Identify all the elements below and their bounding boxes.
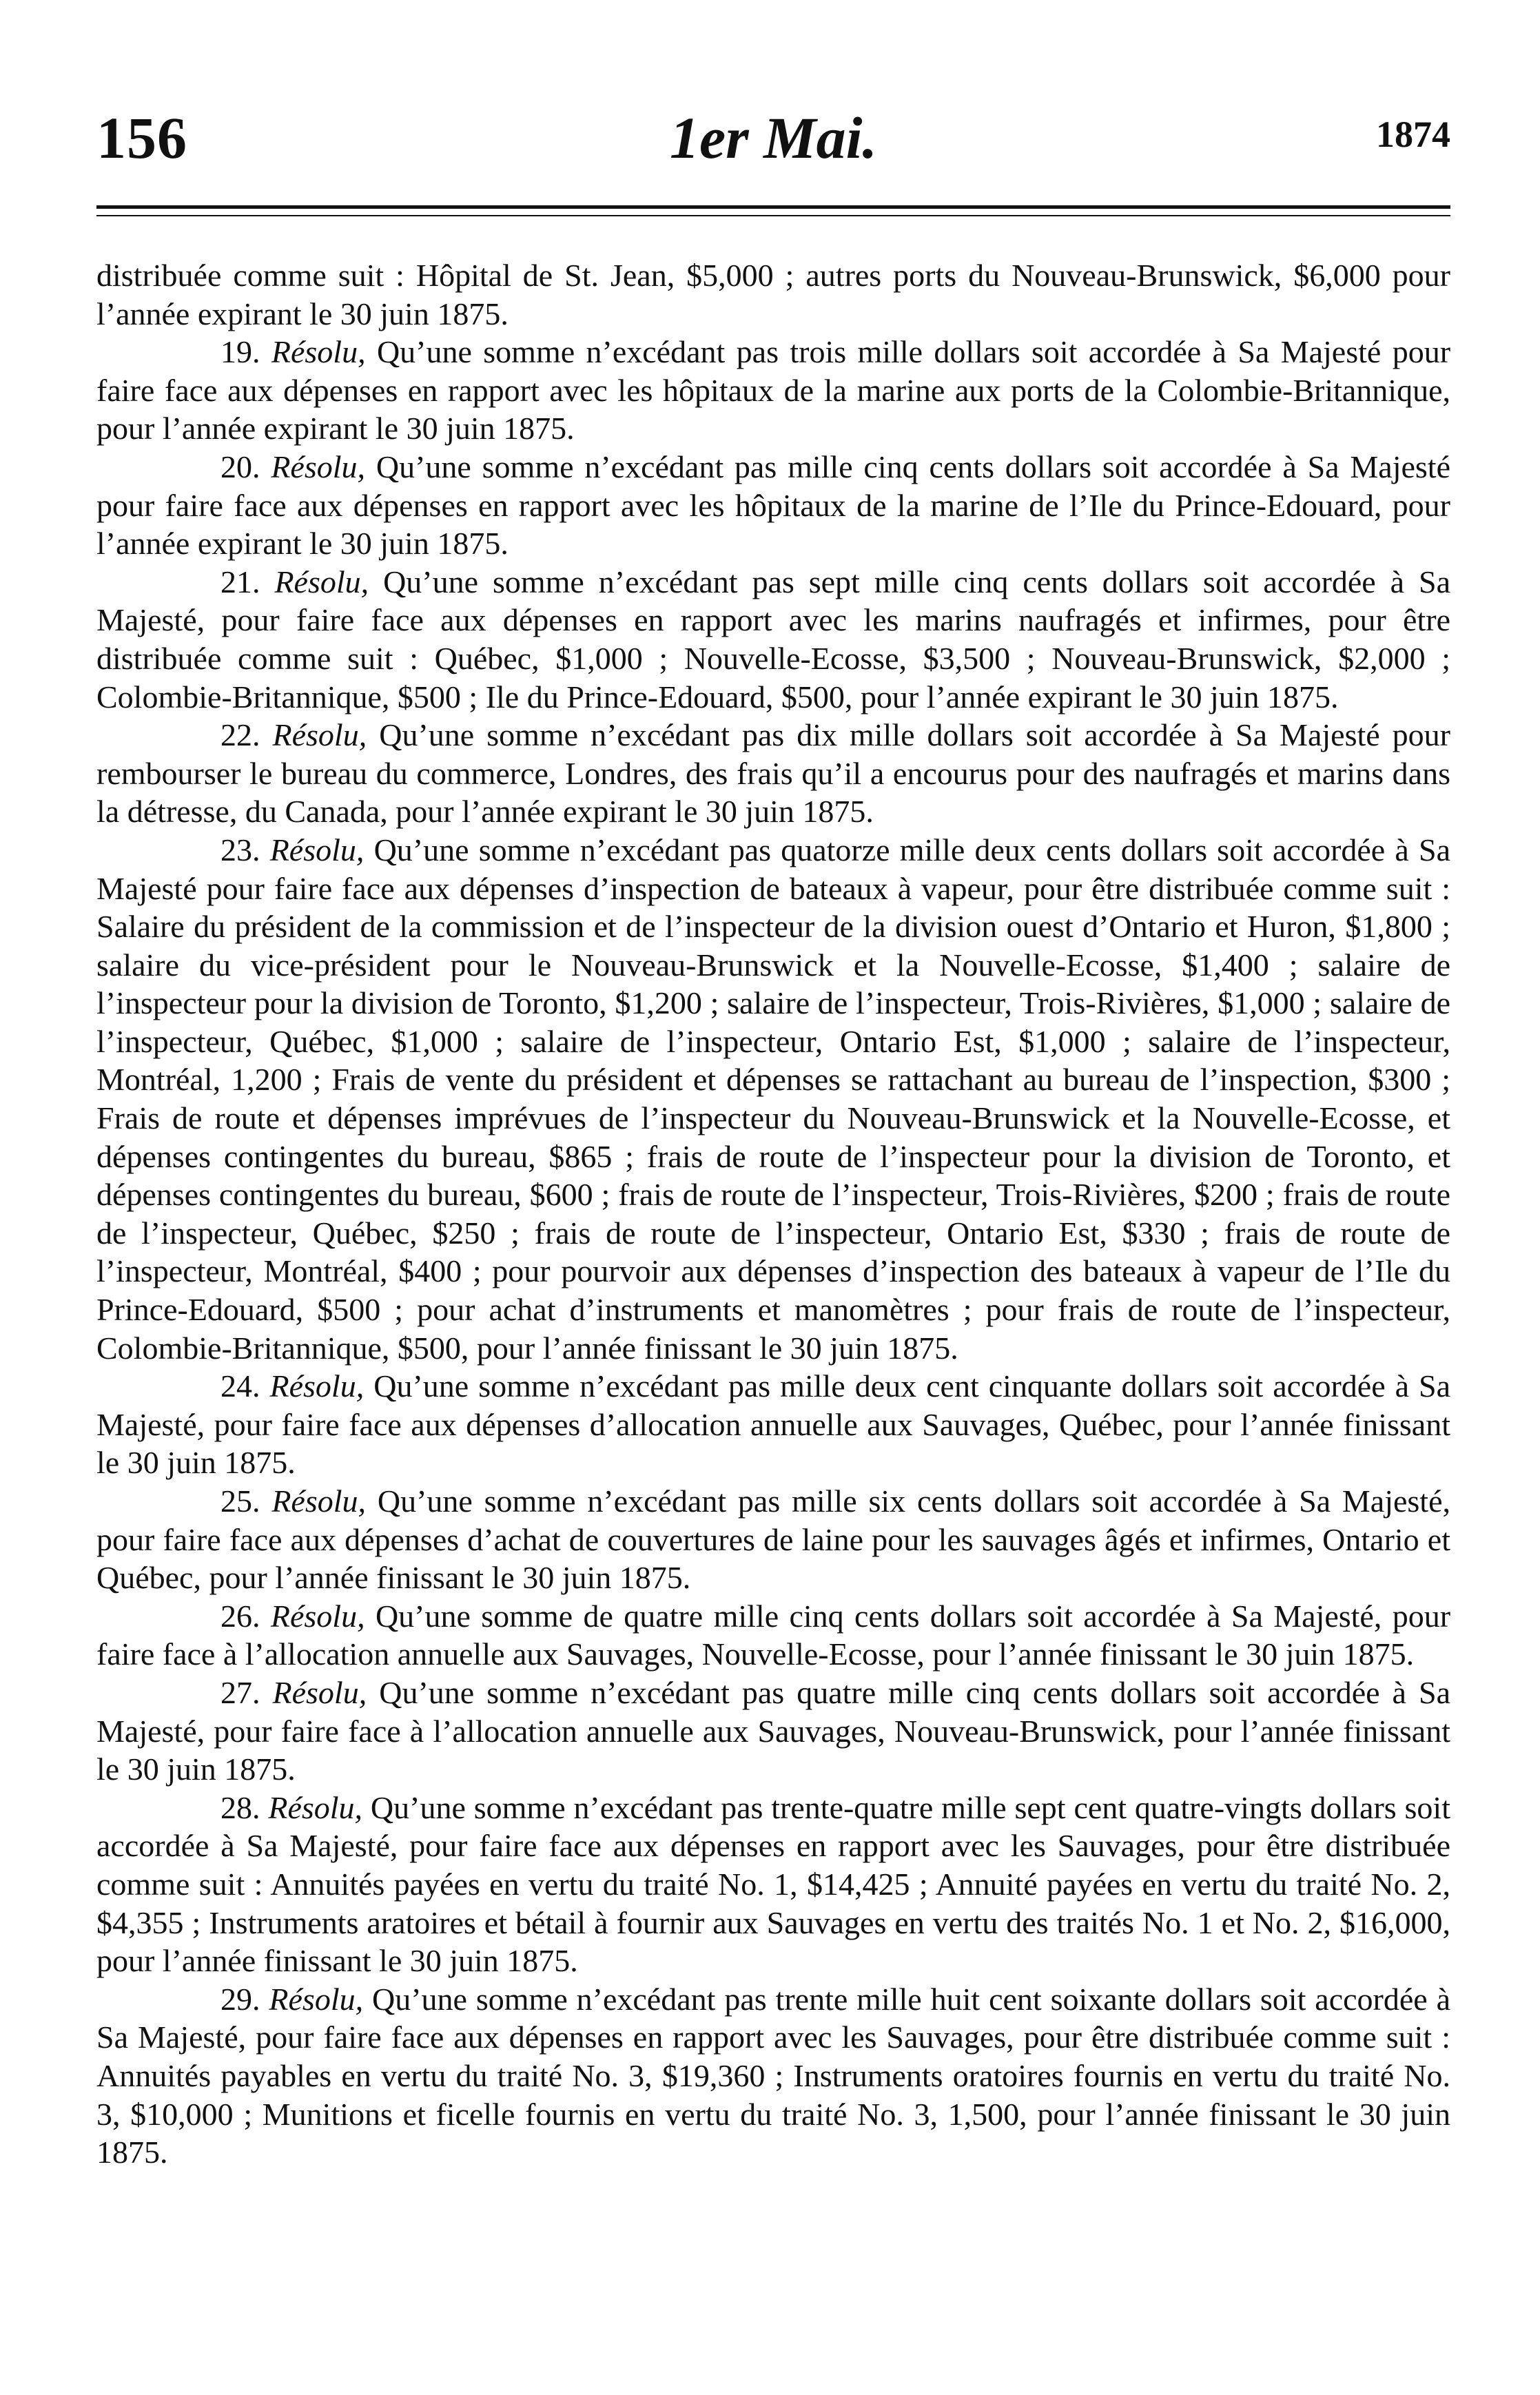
paragraph-text: Qu’une somme n’excédant pas trente mille huit cent soixante dollars soit accordée à Sa Majesté, pour faire face aux dépenses en rapport avec les Sauvages, pour être distribuée comme suit : Annuités payables en vertu du traité No. 3, $19,360 ; Instruments oratoires fournis en vertu du traité No. 3, $10,000 ; Munitions et ficelle fournis en vertu du traité No. 3, 1,500, pour l’année finissant le 30 juin 1875. [96, 1981, 1450, 2170]
resolution-keyword: Résolu, [274, 564, 369, 599]
resolution-keyword: Résolu, [269, 832, 365, 867]
header-year: 1874 [1376, 114, 1450, 155]
resolution-number: 20. [220, 449, 260, 484]
resolution-paragraph [96, 1674, 1450, 1789]
resolution-number: 25. [220, 1483, 260, 1519]
resolution-keyword: Résolu, [268, 1789, 363, 1825]
resolution-paragraph [96, 1789, 1450, 1980]
resolution-paragraph [96, 1597, 1450, 1674]
resolution-number: 19. [220, 334, 260, 370]
paragraph-text: Qu’une somme n’excédant pas mille deux cent cinquante dollars soit accordée à Sa Majesté, pour faire face aux dépenses d’allocation annuelle aux Sauvages, Québec, pour l’année finissant le 30 juin 1875. [96, 1368, 1451, 1481]
resolution-paragraph [96, 831, 1450, 1367]
paragraph-text: Qu’une somme n’excédant pas dix mille dollars soit accordée à Sa Majesté pour rembourser le bureau du commerce, Londres, des frais qu’il a encourus pour des naufragés et marins dans la détresse, du Canada, pour l’année expirant le 30 juin 1875. [96, 717, 1451, 830]
page-number: 156 [96, 105, 187, 171]
resolution-number: 27. [220, 1674, 260, 1710]
resolution-number: 29. [220, 1981, 260, 2017]
paragraph-text: Qu’une somme de quatre mille cinq cents dollars soit accordée à Sa Majesté, pour faire face à l’allocation annuelle aux Sauvages, Nouvelle-Ecosse, pour l’année finissant le 30 juin 1875. [96, 1598, 1451, 1672]
running-title: 1er Mai. [670, 105, 877, 171]
document-body [96, 256, 1450, 2172]
resolution-paragraph [96, 563, 1450, 716]
resolution-paragraph [96, 333, 1450, 448]
paragraph-text: Qu’une somme n’excédant pas sept mille cinq cents dollars soit accordée à Sa Majesté, pour faire face aux dépenses en rapport avec les marins naufragés et infirmes, pour être distribuée comme suit : Québec, $1,000 ; Nouvelle-Ecosse, $3,500 ; Nouveau-Brunswick, $2,000 ; Colombie-Britannique, $500 ; Ile du Prince-Edouard, $500, pour l’année expirant le 30 juin 1875. [96, 564, 1451, 715]
resolution-number: 21. [220, 564, 260, 599]
resolution-keyword: Résolu, [271, 1483, 367, 1519]
resolution-paragraph [96, 1980, 1450, 2172]
paragraph-text: Qu’une somme n’excédant pas quatre mille cinq cents dollars soit accordée à Sa Majesté, pour faire face à l’allocation annuelle aux Sauvages, Nouveau-Brunswick, pour l’année finissant le 30 juin 1875. [96, 1674, 1450, 1787]
header-rule-thin [96, 215, 1450, 216]
resolution-keyword: Résolu, [271, 334, 366, 370]
paragraph-continued [96, 256, 1450, 333]
paragraph-text: Qu’une somme n’excédant pas quatorze mille deux cents dollars soit accordée à Sa Majesté pour faire face aux dépenses d’inspection de bateaux à vapeur, pour être distribuée comme suit : Salaire du président de la commission et de l’inspecteur de la division ouest d’Ontario et Huron, $1,800 ; salaire du vice-président pour le Nouveau-Brunswick et la Nouvelle-Ecosse, $1,400 ; salaire de l’inspecteur pour la division de Toronto, $1,200 ; salaire de l’inspecteur, Trois-Rivières, $1,000 ; salaire de l’inspecteur, Québec, $1,000 ; salaire de l’inspecteur, Ontario Est, $1,000 ; salaire de l’inspecteur, Montréal, 1,200 ; Frais de vente du président et dépenses se rattachant au bureau de l’inspection, $300 ; Frais de route et dépenses imprévues de l’inspecteur du Nouveau-Brunswick et la Nouvelle-Ecosse, et dépenses contingentes du bureau, $865 ; frais de route de l’inspecteur pour la division de Toronto, et dépenses contingentes du bureau, $600 ; frais de route de l’inspecteur, Trois-Rivières, $200 ; frais de route de l’inspecteur, Québec, $250 ; frais de route de l’inspecteur, Ontario Est, $330 ; frais de route de l’inspecteur, Montréal, $400 ; pour pourvoir aux dépenses d’inspection des bateaux à vapeur de l’Ile du Prince-Edouard, $500 ; pour achat d’instruments et manomètres ; pour frais de route de l’inspecteur, Colombie-Britannique, $500, pour l’année finissant le 30 juin 1875. [96, 832, 1451, 1366]
resolution-keyword: Résolu, [272, 1674, 367, 1710]
paragraph-text: Qu’une somme n’excédant pas trois mille dollars soit accordée à Sa Majesté pour faire face aux dépenses en rapport avec les hôpitaux de la marine aux ports de la Colombie-Britannique, pour l’année expirant le 30 juin 1875. [96, 334, 1451, 446]
page-header [96, 103, 1450, 179]
resolution-keyword: Résolu, [269, 1981, 364, 2017]
resolution-number: 24. [220, 1368, 260, 1404]
paragraph-text: Qu’une somme n’excédant pas mille six cents dollars soit accordée à Sa Majesté, pour faire face aux dépenses d’achat de couvertures de laine pour les sauvages âgés et infirmes, Ontario et Québec, pour l’année finissant le 30 juin 1875. [96, 1483, 1451, 1596]
resolution-paragraph [96, 716, 1450, 831]
resolution-keyword: Résolu, [271, 449, 366, 484]
resolution-keyword: Résolu, [272, 717, 367, 753]
resolution-number: 28. [220, 1789, 260, 1825]
resolution-number: 22. [220, 717, 260, 753]
paragraph-text: Qu’une somme n’excédant pas trente-quatre mille sept cent quatre-vingts dollars soit accordée à Sa Majesté, pour faire face aux dépenses en rapport avec les Sauvages, pour être distribuée comme suit : Annuités payées en vertu du traité No. 1, $14,425 ; Annuité payées en vertu du traité No. 2, $4,355 ; Instruments aratoires et bétail à fournir aux Sauvages en vertu des traités No. 1 et No. 2, $16,000, pour l’année finissant le 30 juin 1875. [96, 1789, 1450, 1979]
header-rule-thick [96, 205, 1450, 209]
resolution-keyword: Résolu, [269, 1368, 365, 1404]
resolution-number: 23. [220, 832, 260, 867]
resolution-keyword: Résolu, [270, 1598, 365, 1634]
resolution-number: 26. [220, 1598, 260, 1634]
resolution-paragraph [96, 1482, 1450, 1597]
paragraph-text: distribuée comme suit : Hôpital de St. Jean, $5,000 ; autres ports du Nouveau-Brunswick, $6,000 pour l’année expirant le 30 juin 1875. [96, 258, 1450, 331]
resolution-paragraph [96, 448, 1450, 563]
paragraph-text: Qu’une somme n’excédant pas mille cinq cents dollars soit accordée à Sa Majesté pour faire face aux dépenses en rapport avec les hôpitaux de la marine de l’Ile du Prince-Edouard, pour l’année expirant le 30 juin 1875. [96, 449, 1451, 562]
resolution-paragraph [96, 1367, 1450, 1482]
